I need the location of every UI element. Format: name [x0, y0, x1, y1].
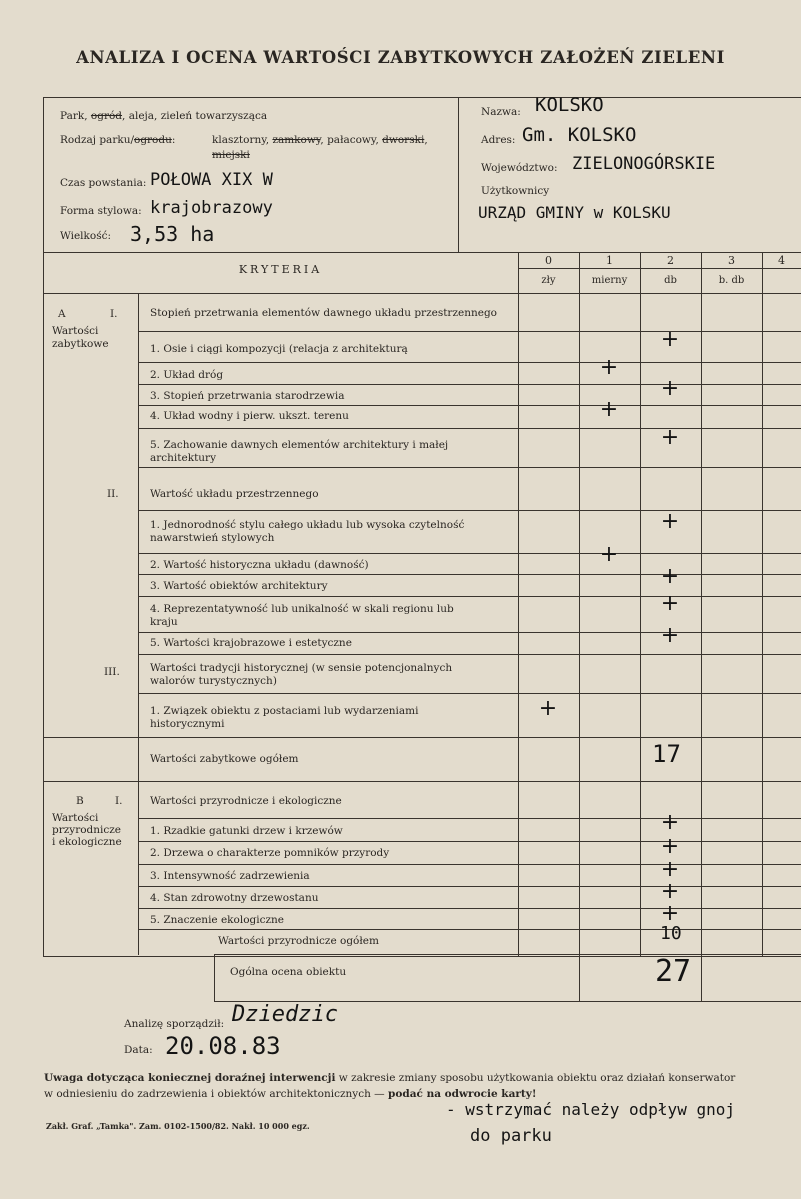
wielkosc-value: 3,53 ha	[130, 222, 215, 246]
col-line-0	[518, 252, 519, 956]
row-line	[138, 362, 801, 363]
row-line	[138, 908, 801, 909]
a-total-value: 17	[652, 740, 681, 768]
row-line	[43, 781, 801, 782]
czas-label: Czas powstania:	[60, 177, 147, 189]
handwritten-note-2: do parku	[470, 1126, 552, 1146]
overall-divider-1	[579, 954, 580, 1002]
rodzaj-label: Rodzaj parku/ogrodu:	[60, 134, 176, 146]
col-num-2: 2	[667, 254, 674, 267]
plus-mark-b-5: +	[660, 901, 680, 926]
section-b-letter: B	[76, 795, 84, 807]
plus-mark-a2-5: +	[660, 623, 680, 648]
b-total-value: 10	[660, 923, 682, 944]
park-label: Park, ogród, aleja, zieleń towarzysząca	[60, 110, 268, 122]
col-name-3: b. db	[718, 275, 745, 286]
plus-mark-a1-1: +	[660, 327, 680, 352]
wojewodztwo-value: ZIELONOGÓRSKIE	[572, 154, 716, 174]
analiza-signature: Dziedzic	[232, 1002, 338, 1027]
section-b-roman: I.	[115, 795, 123, 807]
row-line	[138, 693, 801, 694]
row-line	[138, 331, 801, 332]
b-total-label: Wartości przyrodnicze ogółem	[218, 935, 379, 947]
row-line	[138, 510, 801, 511]
heading-a2: Wartość układu przestrzennego	[150, 488, 319, 500]
uzytkownicy-value: URZĄD GMINY w KOLSKU	[478, 203, 671, 222]
plus-mark-a2-4: +	[660, 591, 680, 616]
a-total-label: Wartości zabytkowe ogółem	[150, 753, 299, 765]
row-a1-1: 1. Osie i ciągi kompozycji (relacja z architekturą	[150, 343, 408, 355]
forma-label: Forma stylowa:	[60, 205, 142, 217]
overall-value: 27	[655, 954, 692, 989]
row-b-3: 3. Intensywność zadrzewienia	[150, 870, 310, 882]
category-divider	[138, 293, 139, 955]
plus-mark-a2-3: +	[660, 564, 680, 589]
plus-mark-a1-3: +	[660, 376, 680, 401]
row-a2-2: 2. Wartość historyczna układu (dawność)	[150, 559, 369, 571]
col-num-4: 4	[778, 254, 785, 267]
col-num-0: 0	[545, 254, 552, 267]
row-line	[138, 886, 801, 887]
adres-label: Adres:	[481, 134, 516, 146]
row-line	[43, 737, 801, 738]
row-a3-1: 1. Związek obiektu z postaciami lub wydarzeniami historycznymi	[150, 705, 419, 730]
row-line	[138, 654, 801, 655]
plus-mark-a1-5: +	[660, 425, 680, 450]
row-line	[138, 929, 801, 930]
plus-mark-b-4: +	[660, 879, 680, 904]
plus-mark-b-2: +	[660, 834, 680, 859]
section-b-name: Wartości przyrodnicze i ekologiczne	[52, 812, 122, 848]
kryteria-label: KRYTERIA	[238, 263, 323, 276]
row-line	[138, 405, 801, 406]
row-a1-3: 3. Stopień przetrwania starodrzewia	[150, 390, 345, 402]
wielkosc-label: Wielkość:	[60, 230, 112, 242]
col-name-2: db	[664, 275, 677, 286]
column-header-mid-line	[518, 268, 801, 269]
row-b-4: 4. Stan zdrowotny drzewostanu	[150, 892, 319, 904]
plus-mark-a2-1: +	[660, 509, 680, 534]
row-line	[138, 818, 801, 819]
col-name-0: zły	[541, 275, 556, 286]
row-line	[138, 596, 801, 597]
col-num-1: 1	[606, 254, 613, 267]
section-a-roman-2: II.	[107, 488, 119, 500]
col-name-1: mierny	[591, 275, 628, 286]
rodzaj-option-miejski: miejski	[212, 149, 250, 161]
header-bottom-line	[43, 252, 801, 253]
col-num-3: 3	[728, 254, 735, 267]
heading-a1: Stopień przetrwania elementów dawnego układu przestrzennego	[150, 307, 497, 319]
row-a1-5: 5. Zachowanie dawnych elementów architektury i małej architektury	[150, 439, 449, 464]
row-a2-4: 4. Reprezentatywność lub unikalność w skali regionu lub kraju	[150, 603, 454, 628]
adres-value: Gm. KOLSKO	[522, 124, 637, 146]
header-divider	[458, 97, 459, 252]
col-line-3	[701, 252, 702, 956]
row-b-2: 2. Drzewa o charakterze pomników przyrody	[150, 847, 390, 859]
nazwa-label: Nazwa:	[481, 106, 521, 118]
printer-note: Zakł. Graf. „Tamka". Zam. 0102-1500/82. Nakł. 10 000 egz.	[46, 1121, 310, 1131]
document-title: ANALIZA I OCENA WARTOŚCI ZABYTKOWYCH ZAŁOŻEŃ ZIELENI	[76, 48, 725, 67]
plus-mark-a2-2: +	[599, 542, 619, 567]
czas-value: POŁOWA XIX W	[150, 170, 273, 190]
uzytkownicy-label: Użytkownicy	[481, 185, 550, 197]
row-line	[138, 553, 801, 554]
row-b-1: 1. Rzadkie gatunki drzew i krzewów	[150, 825, 343, 837]
section-a-roman: I.	[110, 308, 118, 320]
row-a2-1: 1. Jednorodność stylu całego układu lub wysoka czytelność nawarstwień stylowych	[150, 519, 465, 544]
heading-a3: Wartości tradycji historycznej (w sensie potencjonalnych walorów turystycznych)	[150, 662, 453, 687]
overall-divider-2	[701, 954, 702, 1002]
row-a1-4: 4. Układ wodny i pierw. ukszt. terenu	[150, 410, 349, 422]
data-label: Data:	[124, 1044, 153, 1056]
row-b-5: 5. Znaczenie ekologiczne	[150, 914, 285, 926]
col-line-4	[762, 252, 763, 956]
handwritten-note-1: - wstrzymać należy odpływ gnoj	[446, 1100, 735, 1119]
overall-label: Ogólna ocena obiektu	[230, 966, 347, 978]
section-a-letter: A	[58, 308, 66, 320]
row-a2-3: 3. Wartość obiektów architektury	[150, 580, 328, 592]
column-header-bottom-line	[43, 293, 801, 294]
heading-b: Wartości przyrodnicze i ekologiczne	[150, 795, 342, 807]
row-line	[138, 384, 801, 385]
row-line	[138, 632, 801, 633]
row-line	[138, 428, 801, 429]
plus-mark-a1-2: +	[599, 355, 619, 380]
row-line	[138, 467, 801, 468]
wojewodztwo-label: Województwo:	[481, 162, 558, 174]
analiza-label: Analizę sporządził:	[124, 1018, 225, 1030]
row-line	[138, 574, 801, 575]
section-a-roman-3: III.	[104, 666, 120, 678]
forma-value: krajobrazowy	[150, 198, 273, 218]
row-a1-2: 2. Układ dróg	[150, 369, 224, 381]
plus-mark-b-1: +	[660, 810, 680, 835]
uwaga-line-2: w odniesieniu do zadrzewienia i obiektów architektonicznych — podać na odwrocie karty!	[44, 1088, 537, 1100]
section-a-name: Wartości zabytkowe	[52, 325, 109, 350]
row-line	[138, 864, 801, 865]
nazwa-value: KOLSKO	[535, 94, 604, 116]
rodzaj-options: klasztorny, zamkowy, pałacowy, dworski,	[212, 134, 428, 146]
uwaga-line-1: Uwaga dotycząca koniecznej doraźnej interwencji w zakresie zmiany sposobu użytkowania obiektu oraz działań konserwator	[44, 1072, 736, 1084]
plus-mark-b-3: +	[660, 857, 680, 882]
plus-mark-a3-1: +	[538, 696, 558, 721]
plus-mark-a1-4: +	[599, 397, 619, 422]
data-value: 20.08.83	[165, 1032, 281, 1060]
row-line	[138, 841, 801, 842]
row-a2-5: 5. Wartości krajobrazowe i estetyczne	[150, 637, 352, 649]
